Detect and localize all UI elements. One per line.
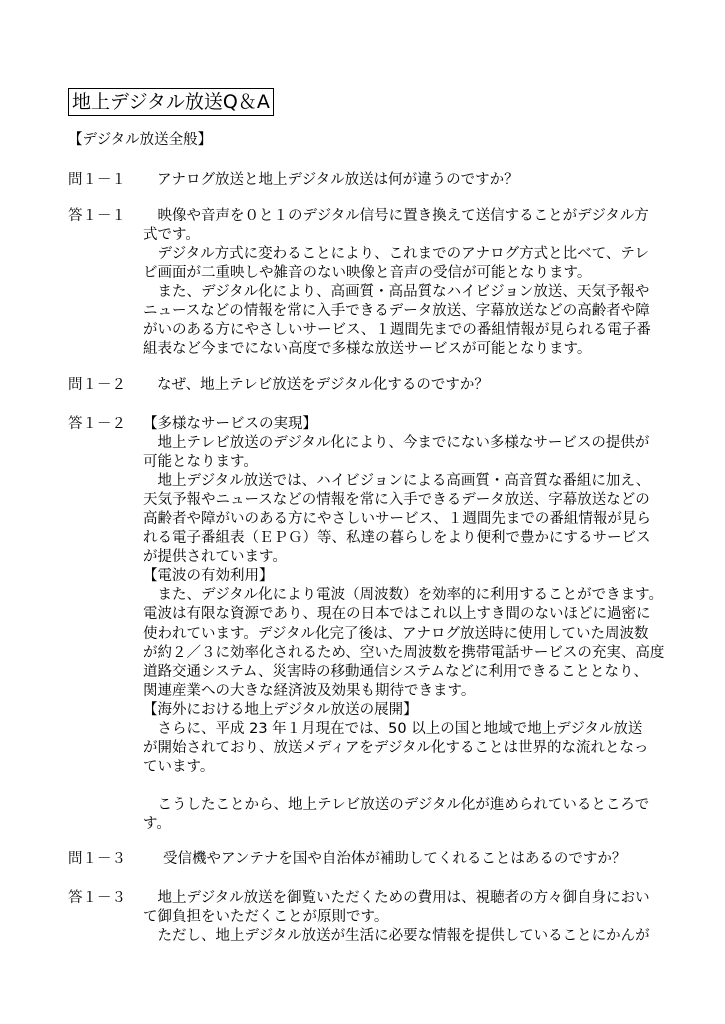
answer-line: 可能となります。 [143,453,258,470]
answer-label: 答１－２ [68,415,126,432]
question-text: アナログ放送と地上デジタル放送は何が違うのですか？ [157,171,519,188]
answer-body [143,207,673,360]
answer-line: また、デジタル化により、高画質・高品質なハイビジョン放送、天気予報や [157,283,650,300]
answer-line: 関連産業への大きな経済波及効果も期待できます。 [143,682,476,699]
answer-line: ただし、地上デジタル放送が生活に必要な情報を提供していることにかんが [157,927,650,944]
answer-line: デジタル方式に変わることにより、これまでのアナログ方式と比べて、テレ [157,245,650,262]
answer-line: ています。 [143,759,215,776]
answer-line: 地上デジタル放送では、ハイビジョンによる高画質・高音質な番組に加え、 [157,472,651,489]
answer-line: 天気予報やニュースなどの情報を常に入手できるデータ放送、字幕放送などの [143,491,650,508]
answer-body [143,889,673,946]
answer-line: ニュースなどの情報を常に入手できるデータ放送、字幕放送などの高齢者や障 [143,302,650,319]
answer-subheading: 【多様なサービスの実現】 [143,415,317,432]
answer-line: 高齢者や障がいのある方にやさしいサービス、１週間先までの番組情報が見ら [143,510,651,527]
answer-line: 組表など今までにない高度で多様な放送サービスが可能となります。 [143,341,592,358]
answer-label: 答１－１ [68,207,126,224]
answer-body [143,415,673,835]
question-row [0,376,725,395]
answer-line: さらに、平成 23 年１月現在では、50 以上の国と地域で地上デジタル放送 [157,721,643,737]
answer-line: が提供されています。 [143,549,287,566]
answer-line: 地上テレビ放送のデジタル化により、今までにない多様なサービスの提供が [157,434,650,451]
answer-line: また、デジタル化により電波（周波数）を効率的に利用することができます。 [157,587,663,604]
answer-subheading: 【電波の有効利用】 [143,568,274,585]
document-title: 地上デジタル放送Q＆A [68,88,274,116]
answer-line: がいのある方にやさしいサービス、１週間先までの番組情報が見られる電子番 [143,322,651,339]
answer-line: す。 [143,816,171,833]
question-text: 受信機やアンテナを国や自治体が補助してくれることはあるのですか？ [163,850,627,867]
answer-line: が開始されており、放送メディアをデジタル化することは世界的な流れとなっ [143,740,649,757]
answer-line: 使われています。デジタル化完了後は、アナログ放送時に使用していた周波数 [143,625,649,642]
answer-line: 式です。 [143,226,200,243]
question-label: 問１－３ [68,850,126,867]
answer-line: れる電子番組表（ＥＰＧ）等、私達の暮らしをより便利で豊かにするサービス [143,530,651,547]
question-text: なぜ、地上テレビ放送をデジタル化するのですか？ [157,376,489,393]
answer-line: ビ画面が二重映しや雑音のない映像と音声の受信が可能となります。 [143,264,592,281]
answer-line: 映像や音声を０と１のデジタル信号に置き換えて送信することがデジタル方 [157,207,649,224]
answer-line: が約２／３に効率化されるため、空いた周波数を携帯電話サービスの充実、高度 [143,644,665,661]
answer-line: 地上デジタル放送を御覧いただくための費用は、視聴者の方々御自身におい [157,889,650,906]
question-row [0,850,725,869]
answer-line: こうしたことから、地上テレビ放送のデジタル化が進められているところで [157,797,650,814]
answer-label: 答１－３ [68,889,126,906]
answer-line: て御負担をいただくことが原則です。 [143,908,389,925]
section-heading: 【デジタル放送全般】 [68,132,213,148]
question-label: 問１－１ [68,171,126,188]
answer-line: 電波は有限な資源であり、現在の日本ではこれ以上すき間のないほどに過密に [143,606,651,623]
question-row [0,171,725,190]
paragraph-gap [143,777,673,796]
question-label: 問１－２ [68,376,126,393]
answer-subheading: 【海外における地上デジタル放送の展開】 [143,701,418,718]
answer-line: 道路交通システム、災害時の移動通信システムなどに利用できることとなり、 [143,663,649,680]
